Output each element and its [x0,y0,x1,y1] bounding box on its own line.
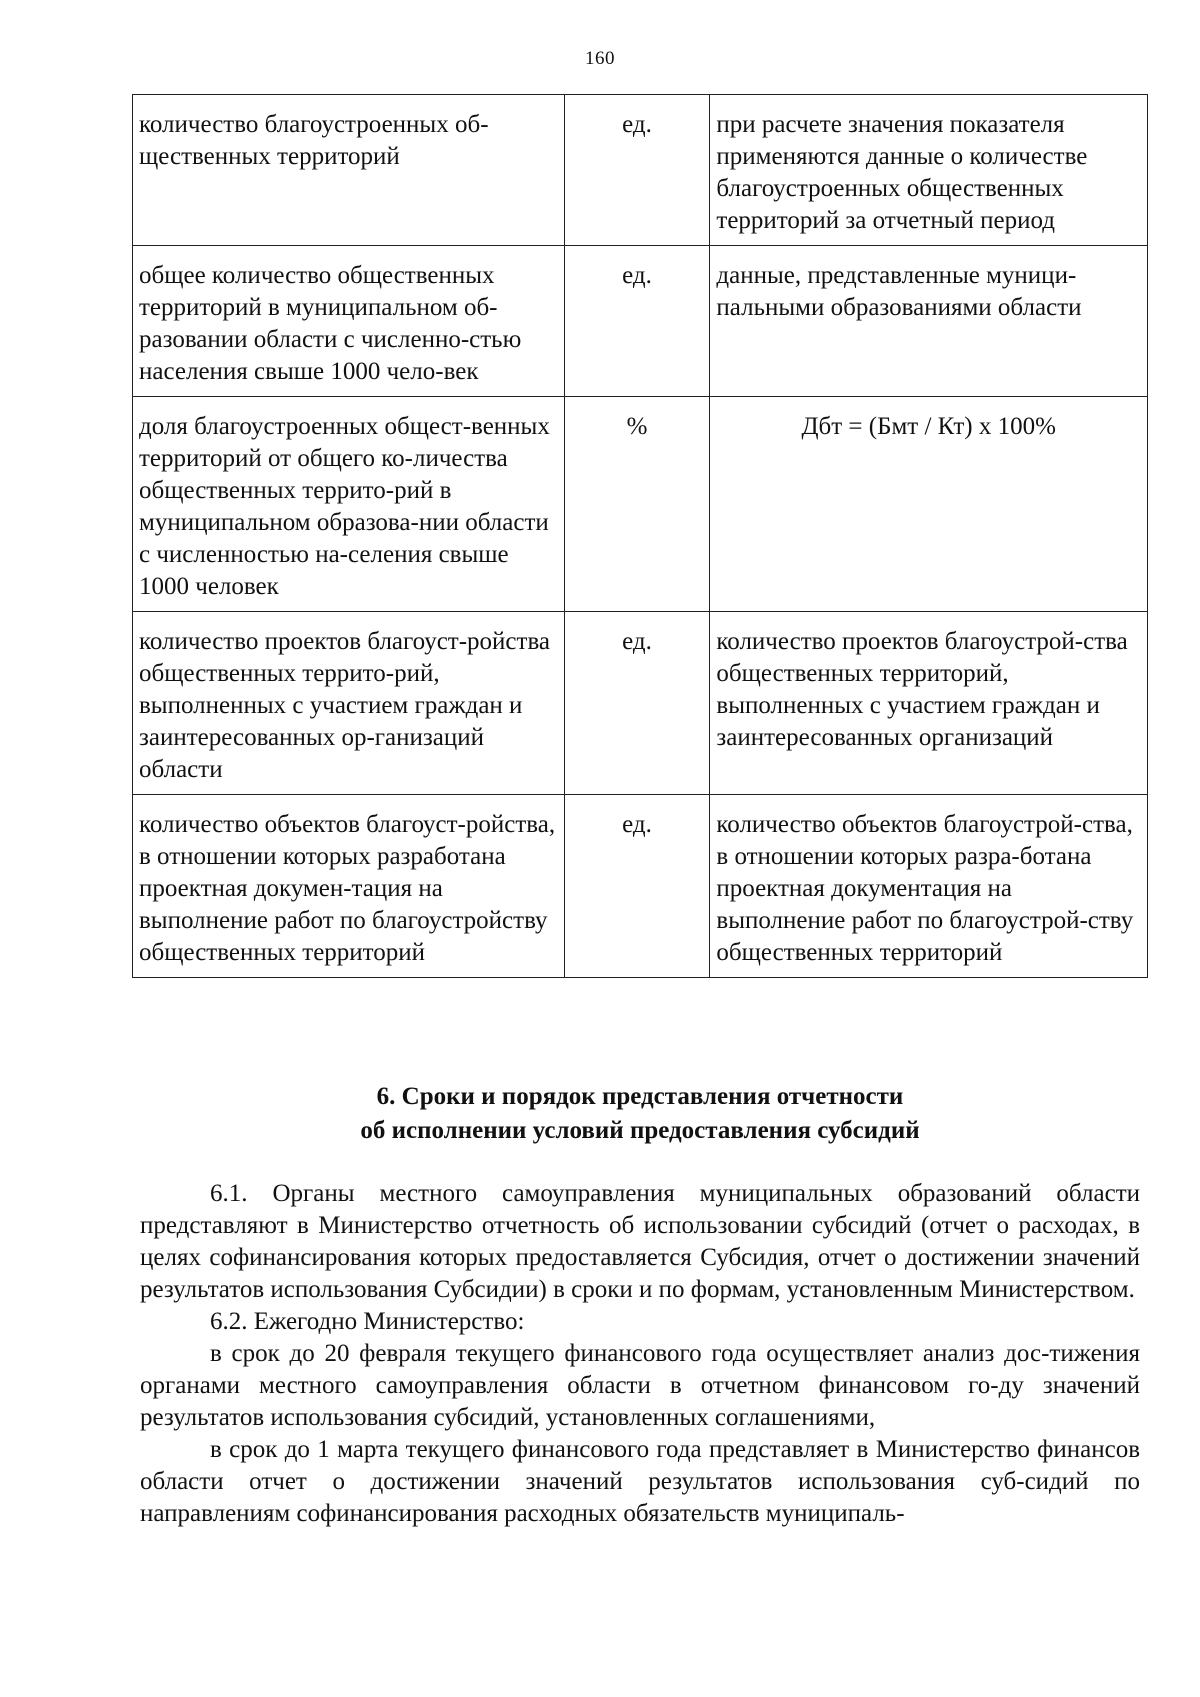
unit-cell: ед. [564,95,710,246]
paragraph: в срок до 20 февраля текущего финансового года осуществляет анализ дос-тижения органами местного самоуправления области в отчетном финансовом го-ду значений результатов использования субсидий, установленных соглашениями, [140,1340,1140,1431]
unit-cell: ед. [564,795,710,978]
indicators-table [132,94,1148,978]
indicator-name-cell: количество объектов благоуст-ройства, в отношении которых разработана проектная докумен-тация на выполнение работ по благоустройству общественных территорий [133,795,565,978]
source-cell: количество объектов благоустрой-ства, в отношении которых разра-ботана проектная документация на выполнение работ по благоустрой-ству общественных территорий [710,795,1148,978]
table-row [133,246,1148,397]
table-row [133,397,1148,612]
table-row [133,612,1148,795]
paragraph: 6.1. Органы местного самоуправления муниципальных образований области представляют в Министерство отчетность об использовании субсидий (отчет о расходах, в целях софинансирования которых предоставляется Субсидия, отчет о достижении значений результатов использования Субсидии) в сроки и по формам, установленным Министерством. [140,1180,1140,1303]
paragraph: в срок до 1 марта текущего финансового года представляет в Министерство финансов области отчет о достижении значений результатов использования суб-сидий по направлениям софинансирования расходных обязательств муниципаль- [140,1436,1140,1527]
table-row [133,95,1148,246]
section-heading-line: 6. Сроки и порядок представления отчетности [376,1083,904,1110]
page-number: 160 [585,48,615,69]
section-heading [132,1080,1148,1148]
unit-cell: ед. [564,246,710,397]
source-cell: при расчете значения показателя применяются данные о количестве благоустроенных общественных территорий за отчетный период [710,95,1148,246]
source-cell: данные, представленные муници-пальными образованиями области [710,246,1148,397]
unit-cell: % [564,397,710,612]
paragraph: 6.2. Ежегодно Министерство: [210,1308,525,1335]
indicator-name-cell: количество благоустроенных об-щественных территорий [133,95,565,246]
indicator-name-cell: количество проектов благоуст-ройства общественных террито-рий, выполненных с участием граждан и заинтересованных ор-ганизаций области [133,612,565,795]
section-heading-line: об исполнении условий предоставления субсидий [360,1117,920,1144]
indicator-name-cell: доля благоустроенных общест-венных территорий от общего ко-личества общественных террито-рий в муниципальном образова-нии области с численностью на-селения свыше 1000 человек [133,397,565,612]
indicator-name-cell: общее количество общественных территорий в муниципальном об-разовании области с численно-стью населения свыше 1000 чело-век [133,246,565,397]
table-row [133,795,1148,978]
section-body [140,1178,1140,1530]
formula-cell: Дбт = (Бмт / Кт) х 100% [710,397,1148,612]
source-cell: количество проектов благоустрой-ства общественных территорий, выполненных с участием граждан и заинтересованных организаций [710,612,1148,795]
unit-cell: ед. [564,612,710,795]
